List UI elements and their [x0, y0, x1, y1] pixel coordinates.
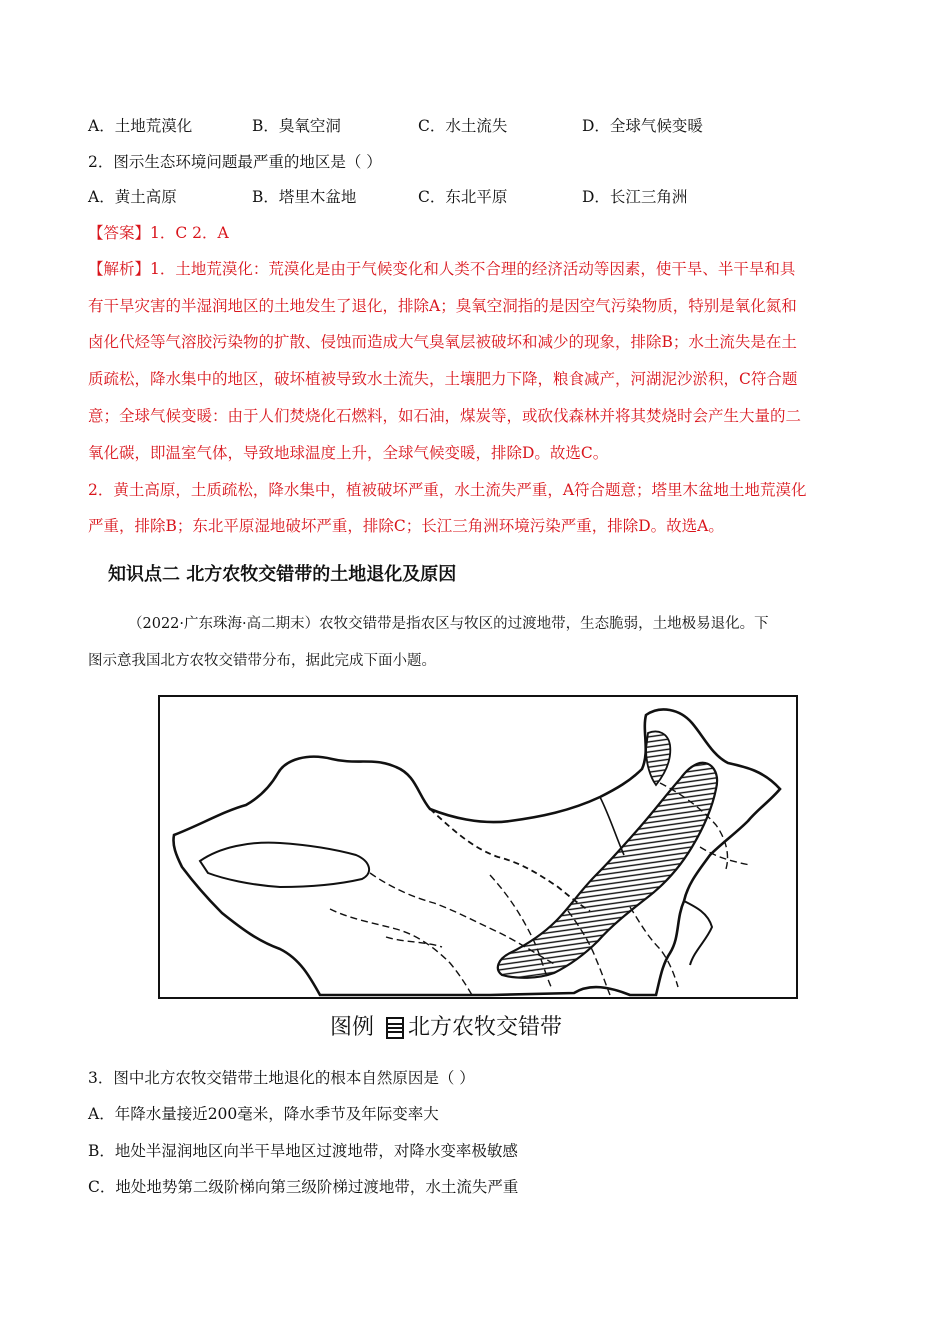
map-legend	[330, 1012, 562, 1044]
q2-option-b: B．塔里木盆地	[252, 188, 357, 206]
map-figure	[158, 695, 798, 999]
analysis-line-6: 氧化碳，即温室气体，导致地球温度上升，全球气候变暖，排除D。故选C。	[88, 444, 609, 462]
basin-outline	[200, 843, 369, 887]
q3-option-a: A．年降水量接近200毫米，降水季节及年际变率大	[88, 1105, 439, 1123]
ecotone-main	[498, 763, 717, 978]
section-title: 知识点二 北方农牧交错带的土地退化及原因	[108, 564, 457, 585]
analysis-line-7: 2．黄土高原，土质疏松，降水集中，植被破坏严重，水土流失严重，A符合题意；塔里木盆地土地荒漠化	[88, 481, 807, 499]
q2-option-d: D．长江三角洲	[582, 188, 688, 206]
q3-option-b: B．地处半湿润地区向半干旱地区过渡地带，对降水变率极敏感	[88, 1142, 518, 1160]
q3-option-c: C．地处地势第二级阶梯向第三级阶梯过渡地带，水土流失严重	[88, 1178, 519, 1196]
q1-option-b: B．臭氧空洞	[252, 117, 341, 135]
q1-option-c: C．水土流失	[418, 117, 508, 135]
analysis-line-2: 有干旱灾害的半湿润地区的土地发生了退化，排除A；臭氧空洞指的是因空气污染物质，特别是氧化氮和	[88, 297, 797, 315]
analysis-line-5: 意；全球气候变暖：由于人们焚烧化石燃料，如石油，煤炭等，或砍伐森林并将其焚烧时会产生大量的二	[88, 407, 802, 425]
q3-stem: 3．图中北方农牧交错带土地退化的根本自然原因是（ ）	[88, 1069, 475, 1087]
q1-option-a: A．土地荒漠化	[88, 117, 193, 135]
legend-label: 图例	[330, 1015, 375, 1040]
legend-item: 北方农牧交错带	[408, 1015, 563, 1040]
ecotone-north	[646, 732, 670, 786]
analysis-line-8: 严重，排除B；东北平原湿地破坏严重，排除C；长江三角洲环境污染严重，排除D。故选A。	[88, 517, 724, 535]
analysis-line-1: 【解析】1．土地荒漠化：荒漠化是由于气候变化和人类不合理的经济活动等因素，使干旱、半干旱和具	[88, 260, 796, 278]
q2-stem: 2．图示生态环境问题最严重的地区是（ ）	[88, 153, 382, 171]
hatch-swatch-icon	[386, 1017, 404, 1039]
answer-line	[88, 221, 229, 245]
q1-option-d: D．全球气候变暖	[582, 117, 703, 135]
river-line	[430, 809, 590, 911]
analysis-tag: 【解析】	[88, 260, 151, 278]
intro-line-1: （2022·广东珠海·高二期末）农牧交错带是指农区与牧区的过渡地带，生态脆弱，土地极易退化。下	[128, 616, 769, 632]
answer-text: 1．C 2．A	[150, 224, 229, 242]
china-outline-map	[160, 697, 796, 997]
analysis-line-3: 卤化代烃等气溶胶污染物的扩散、侵蚀而造成大气臭氧层被破坏和减少的现象，排除B；水土流失是在土	[88, 333, 797, 351]
q2-option-c: C．东北平原	[418, 188, 508, 206]
answer-tag: 【答案】	[88, 224, 151, 242]
analysis-line-4: 质疏松，降水集中的地区，破坏植被导致水土流失，土壤肥力下降，粮食减产，河湖泥沙淤积，C符合题	[88, 370, 798, 388]
intro-line-2: 图示意我国北方农牧交错带分布，据此完成下面小题。	[88, 653, 436, 669]
q2-option-a: A．黄土高原	[88, 188, 177, 206]
